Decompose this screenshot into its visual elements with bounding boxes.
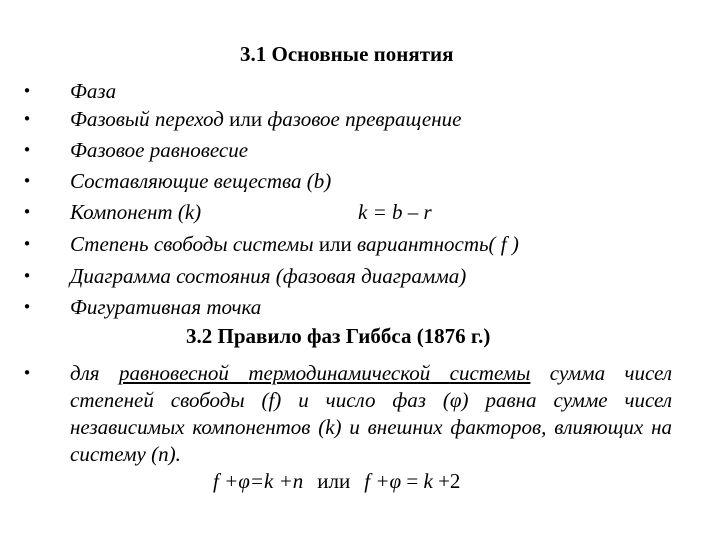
equation-right-c: k [423,469,433,493]
underlined-term-equilibrium: равновесной [118,361,249,385]
connector-or: или [223,107,268,131]
list-item-text [70,105,461,133]
list-item-text: Фаза [70,79,117,103]
list-item-text: Фазовое равновесие [70,138,249,162]
bullet-icon: • [22,110,32,128]
underlined-term-thermodynamic: термодинамической [248,361,450,385]
connector-or: или [313,232,358,256]
equation-right-b: = [401,469,424,493]
paragraph-word: для [70,361,119,385]
term-variance: вариантность( f ) [357,232,519,256]
bullet-icon: • [22,82,32,100]
list-item-text: Компонент (k) [70,200,202,224]
term-phase-transition: Фазовый переход [70,107,224,131]
bullet-icon: • [22,267,32,285]
list-item-text [70,230,519,258]
equation-right-d: +2 [432,469,461,493]
bullet-icon: • [22,364,32,382]
bullet-icon: • [22,203,32,221]
list-item-text: Составляющие вещества (b) [70,169,332,193]
list-item-text: Фигуративная точка [70,295,262,319]
section-title-gibbs-phase-rule: 3.2 Правило фаз Гиббса (1876 г.) [186,324,491,348]
bullet-icon: • [22,141,32,159]
equation-left: f +φ=k +n [213,469,304,493]
bullet-icon: • [22,298,32,316]
list-item-text: Диаграмма состояния (фазовая диаграмма) [70,264,467,288]
component-formula: k = b – r [358,200,432,224]
term-phase-transformation: фазовое превращение [267,107,462,131]
underlined-term-system: системы [449,361,531,385]
bullet-icon: • [22,235,32,253]
section-title-basic-concepts: 3.1 Основные понятия [240,42,454,66]
paragraph-rest: сумма чисел степеней свободы (f) и число фаз (φ) равна сумме чисел независимых компонентов (k) и внешних факторов, влияющих на систему (n). [70,361,673,466]
equation-right-a: f +φ [364,469,402,493]
bullet-icon: • [22,172,32,190]
gibbs-equation [213,469,460,494]
equation-or: или [317,469,351,493]
gibbs-rule-paragraph [70,360,672,468]
term-degrees-of-freedom: Степень свободы системы [70,232,314,256]
